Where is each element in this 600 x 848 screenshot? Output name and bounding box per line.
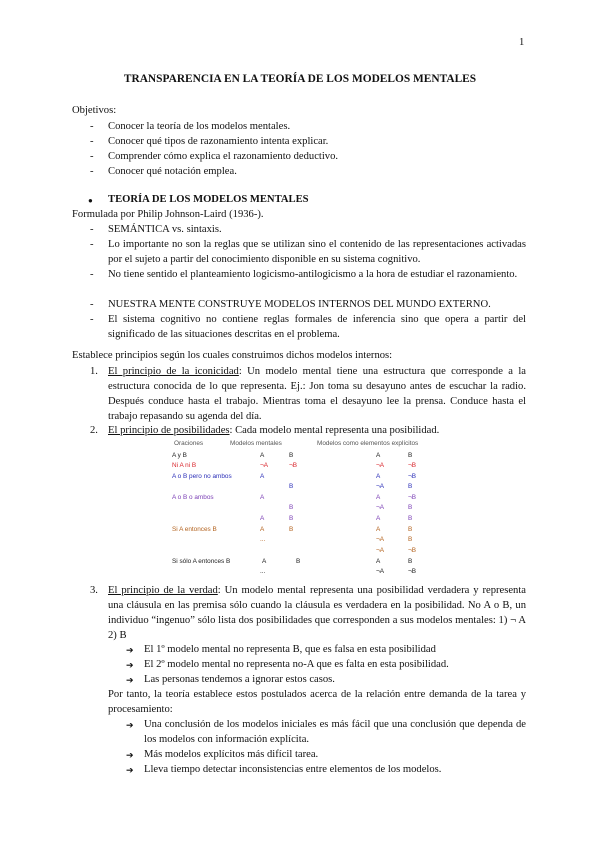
formulated-by: Formulada por Philip Johnson-Laird (1936-). bbox=[72, 209, 264, 220]
postulate-item: Una conclusión de los modelos iniciales es más fácil que una conclusión que dependa de los modelos con información explícita. bbox=[144, 719, 526, 745]
conclusion-text: Por tanto, la teoría establece estos postulados acerca de la relación entre demanda de la tarea y procesamiento: bbox=[108, 689, 526, 715]
principle-3-body: : Un modelo mental representa una posibilidad verdadera y representa una cláusula en las premisa sólo cuando la cláusula es verdadera en la posibilidad. No A o B, un individuo “ingenuo” sólo lista dos posibilidades que corresponden a sus modelos mentales: 1) ¬ A 2) B bbox=[108, 585, 526, 641]
objectives-heading: Objetivos: bbox=[72, 105, 117, 116]
section-point: SEMÁNTICA vs. sintaxis. bbox=[108, 224, 222, 235]
list-dash: - bbox=[90, 224, 94, 235]
section-point: No tiene sentido el planteamiento logicismo-antilogicismo a la hora de estudiar el razonamiento. bbox=[108, 269, 518, 280]
list-dash: - bbox=[90, 299, 94, 310]
principle-3-point: Las personas tendemos a ignorar estos casos. bbox=[144, 674, 335, 685]
table-cell: ¬A bbox=[376, 483, 384, 490]
document-title: TRANSPARENCIA EN LA TEORÍA DE LOS MODELOS MENTALES bbox=[123, 73, 477, 85]
table-cell: ¬B bbox=[408, 462, 416, 469]
table-cell: ¬B bbox=[408, 568, 416, 575]
mental-models-table bbox=[172, 440, 462, 580]
principle-2-text bbox=[108, 424, 439, 438]
principle-3-point: El 1º modelo mental no representa B, que es falsa en esta posibilidad bbox=[144, 644, 436, 655]
principle-3-text bbox=[108, 583, 526, 643]
arrow-icon: ➔ bbox=[126, 675, 134, 685]
principle-1-body: : Un modelo mental tiene una estructura que corresponde a la estructura conocida de lo que representa. Ej.: Jon toma su desayuno antes de escuchar la radio. Después conduce hasta el trabajo. Mientras toma el desayuno lee la prensa. Conduce hasta el trabajo repasando su agenda del día. bbox=[108, 366, 526, 422]
table-cell: ... bbox=[260, 568, 266, 575]
table-cell: A y B bbox=[172, 452, 187, 459]
section-heading: TEORÍA DE LOS MODELOS MENTALES bbox=[108, 194, 309, 205]
table-cell: A bbox=[260, 494, 265, 501]
table-cell: ¬B bbox=[289, 462, 297, 469]
table-cell: A bbox=[260, 473, 265, 480]
table-cell: B bbox=[408, 526, 413, 533]
section-point: NUESTRA MENTE CONSTRUYE MODELOS INTERNOS DEL MUNDO EXTERNO. bbox=[108, 299, 491, 310]
table-cell: ¬A bbox=[376, 547, 384, 554]
section-point: Lo importante no son la reglas que se utilizan sino el contenido de las representaciones activadas por el sujeto a partir del conocimiento disponible en su sistema cognitivo. bbox=[108, 239, 526, 265]
table-cell: A bbox=[376, 494, 381, 501]
table-cell: A o B pero no ambos bbox=[172, 473, 232, 480]
list-dash: - bbox=[90, 136, 94, 147]
table-cell: A bbox=[260, 515, 265, 522]
table-cell: ¬B bbox=[408, 547, 416, 554]
table-cell: B bbox=[408, 483, 413, 490]
table-cell: Si sólo A entonces B bbox=[172, 558, 231, 565]
section-point: El sistema cognitivo no contiene reglas formales de inferencia sino que opera a partir del significado de las situaciones descritas en el problema. bbox=[108, 314, 526, 340]
table-cell: ¬B bbox=[408, 473, 416, 480]
table-cell: A bbox=[260, 452, 265, 459]
table-cell: B bbox=[408, 452, 413, 459]
list-dash: - bbox=[90, 166, 94, 177]
principle-2-name: El principio de posibilidades bbox=[108, 425, 230, 436]
list-dash: - bbox=[90, 239, 94, 250]
table-cell: B bbox=[408, 515, 413, 522]
arrow-icon: ➔ bbox=[126, 765, 134, 775]
list-dash: - bbox=[90, 314, 94, 325]
table-cell: B bbox=[408, 558, 413, 565]
postulate-item: Lleva tiempo detectar inconsistencias entre elementos de los modelos. bbox=[144, 764, 442, 775]
principle-1-name: El principio de la iconicidad bbox=[108, 366, 239, 377]
table-cell: B bbox=[289, 504, 294, 511]
table-cell: ¬A bbox=[376, 462, 384, 469]
table-cell: ¬A bbox=[260, 462, 268, 469]
table-cell: A o B o ambos bbox=[172, 494, 214, 501]
table-cell: A bbox=[376, 515, 381, 522]
principle-number: 3. bbox=[90, 585, 98, 596]
table-cell: B bbox=[408, 504, 413, 511]
table-cell: A bbox=[376, 452, 381, 459]
table-cell: ¬A bbox=[376, 568, 384, 575]
list-dash: - bbox=[90, 269, 94, 280]
objective-item: Conocer qué tipos de razonamiento intenta explicar. bbox=[108, 136, 329, 147]
table-cell: ¬B bbox=[408, 494, 416, 501]
principle-3-point: El 2º modelo mental no representa no-A que es falta en esta posibilidad. bbox=[144, 659, 449, 670]
list-dash: - bbox=[90, 151, 94, 162]
arrow-icon: ➔ bbox=[126, 660, 134, 670]
objective-item: Conocer la teoría de los modelos mentales. bbox=[108, 121, 291, 132]
principle-2-body: : Cada modelo mental representa una posibilidad. bbox=[229, 425, 440, 436]
objective-item: Conocer qué notación emplea. bbox=[108, 166, 237, 177]
table-cell: ... bbox=[260, 536, 266, 543]
arrow-icon: ➔ bbox=[126, 645, 134, 655]
postulate-item: Más modelos explícitos más difícil tarea. bbox=[144, 749, 319, 760]
page-number: 1 bbox=[519, 37, 525, 48]
objective-item: Comprender cómo explica el razonamiento deductivo. bbox=[108, 151, 339, 162]
table-header: Oraciones bbox=[174, 440, 204, 447]
bullet-icon: ● bbox=[88, 196, 93, 205]
table-cell: A bbox=[260, 526, 265, 533]
table-cell: ¬A bbox=[376, 504, 384, 511]
principle-number: 1. bbox=[90, 366, 98, 377]
table-cell: B bbox=[289, 483, 294, 490]
principle-number: 2. bbox=[90, 425, 98, 436]
table-header: Modelos mentales bbox=[230, 440, 282, 447]
principles-intro: Establece principios según los cuales construimos dichos modelos internos: bbox=[72, 350, 393, 361]
table-cell: A bbox=[376, 558, 381, 565]
arrow-icon: ➔ bbox=[126, 750, 134, 760]
table-cell: B bbox=[296, 558, 301, 565]
principle-1-text bbox=[108, 364, 526, 424]
table-cell: B bbox=[289, 452, 294, 459]
arrow-icon: ➔ bbox=[126, 720, 134, 730]
table-cell: ¬A bbox=[376, 536, 384, 543]
table-cell: B bbox=[408, 536, 413, 543]
table-cell: Si A entonces B bbox=[172, 526, 217, 533]
table-cell: B bbox=[289, 526, 294, 533]
table-cell: A bbox=[262, 558, 267, 565]
principle-3-name: El principio de la verdad bbox=[108, 585, 218, 596]
table-cell: B bbox=[289, 515, 294, 522]
table-cell: A bbox=[376, 473, 381, 480]
table-cell: Ni A ni B bbox=[172, 462, 197, 469]
table-header: Modelos como elementos explícitos bbox=[317, 440, 419, 447]
list-dash: - bbox=[90, 121, 94, 132]
table-cell: A bbox=[376, 526, 381, 533]
